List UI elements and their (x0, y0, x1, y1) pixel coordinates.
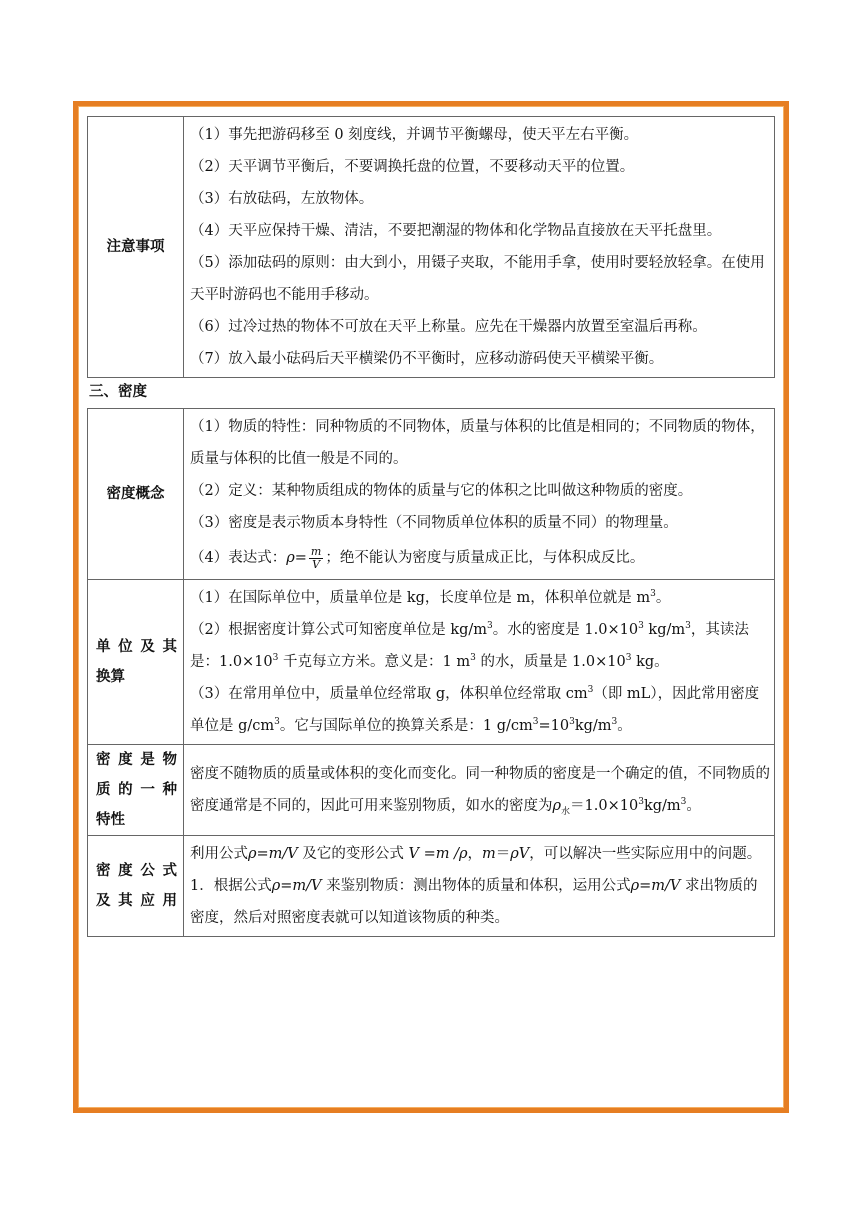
notes-label: 注意事项 (88, 117, 184, 378)
notes-item-4: （4）天平应保持干燥、清洁，不要把潮湿的物体和化学物品直接放在天平托盘里。 (190, 223, 722, 239)
orange-page-frame (73, 101, 789, 1113)
app-formula: V =m /ρ (408, 846, 468, 862)
units-label-line2: 换算 (96, 669, 125, 685)
units-text: 。 (655, 590, 671, 606)
units-text: =10 (538, 718, 570, 734)
fraction-denominator: V (312, 557, 321, 571)
property-label (88, 745, 184, 836)
section-title: 三、密度 (89, 384, 147, 400)
app-formula: ρ=m/V (630, 878, 681, 894)
units-text: 。它与国际单位的换算关系是：1 g/cm (279, 718, 533, 734)
property-row (88, 745, 775, 836)
app-text: 利用公式 (190, 846, 248, 862)
superscript: 3 (638, 621, 644, 631)
app-text: 及它的变形公式 (297, 846, 409, 862)
notes-content (184, 117, 775, 378)
app-formula: ρ=m/V (248, 846, 298, 862)
concept-item-2: （2）定义：某种物质组成的物体的质量与它的体积之比叫做这种物质的密度。 (190, 483, 693, 499)
property-label-line1: 密度是物 (96, 752, 177, 768)
units-text: 千克每立方米。意义是：1 m (278, 654, 471, 670)
app-text: ， (467, 846, 482, 862)
property-text-part: 。 (686, 798, 701, 814)
units-item-1 (190, 582, 770, 614)
property-text-part: ＝1.0×10 (570, 798, 639, 814)
application-row (88, 836, 775, 937)
units-text: 。 (617, 718, 632, 734)
app-formula: ρV (510, 846, 530, 862)
superscript: 3 (532, 717, 539, 727)
property-text-part: 密度不随物质的质量或体积的变化而变化。同一种物质的密度是一个确定的值，不同物质的密度通常是不同的，因此可用来鉴别物质，如水的密度为 (190, 766, 770, 814)
density-table (87, 408, 775, 937)
superscript: 3 (650, 589, 656, 599)
application-label (88, 836, 184, 937)
notes-item-3: （3）右放砝码，左放物体。 (190, 191, 374, 207)
app-formula: ρ=m/V (271, 878, 322, 894)
superscript: 3 (487, 621, 493, 631)
notes-item-7: （7）放入最小砝码后天平横梁仍不平衡时，应移动游码使天平横梁平衡。 (190, 351, 664, 367)
app-text: 1．根据公式 (190, 878, 272, 894)
concept-row (88, 409, 775, 580)
units-text: （2）根据密度计算公式可知密度单位是 kg/m (190, 622, 488, 638)
rho-symbol: ρ (552, 798, 562, 814)
subscript-water: 水 (561, 806, 571, 817)
units-text: （3）在常用单位中，质量单位经常取 g，体积单位经常取 cm (190, 686, 588, 702)
concept-item-3: （3）密度是表示物质本身特性（不同物质单位体积的质量不同）的物理量。 (190, 515, 678, 531)
app-text: 求出物质的密度，然后对照密度表就可以知道该物质的种类。 (190, 878, 758, 926)
units-row (88, 580, 775, 745)
units-text: 的水，质量是 1.0×10 (475, 654, 626, 670)
property-content (184, 745, 775, 836)
app-text: ＝ (495, 846, 511, 862)
app-formula: m (482, 846, 496, 862)
formula-lhs: ρ= (286, 550, 307, 566)
superscript: 3 (680, 797, 687, 807)
concept-content (184, 409, 775, 580)
units-text: kg/m (643, 622, 686, 638)
formula-suffix: ；绝不能认为密度与质量成正比，与体积成反比。 (325, 550, 645, 566)
fraction-numerator: m (310, 544, 322, 558)
content-area (87, 116, 775, 937)
property-text-part: kg/m (643, 798, 681, 814)
concept-formula-line (190, 539, 770, 577)
notes-item-6: （6）过冷过热的物体不可放在天平上称量。应先在干燥器内放置至室温后再称。 (190, 319, 707, 335)
units-label (88, 580, 184, 745)
units-text: （1）在国际单位中，质量单位是 kg，长度单位是 m，体积单位就是 m (190, 590, 651, 606)
property-label-line3: 特性 (96, 812, 125, 828)
superscript: 3 (274, 717, 280, 727)
notes-item-2: （2）天平调节平衡后，不要调换托盘的位置，不要移动天平的位置。 (190, 159, 635, 175)
units-item-3 (190, 678, 770, 742)
units-text: 。水的密度是 1.0×10 (492, 622, 639, 638)
density-fraction (309, 546, 323, 571)
notes-item-1: （1）事先把游码移至 0 刻度线，并调节平衡螺母，使天平左右平衡。 (190, 127, 639, 143)
formula-prefix: （4）表达式： (190, 550, 287, 566)
units-text: （即 mL），因此常用密度单位是 g/cm (190, 686, 760, 734)
units-text: kg/m (574, 718, 612, 734)
notes-item-5: （5）添加砝码的原则：由大到小，用镊子夹取，不能用手拿，使用时要轻放轻拿。在使用天平时游码也不能用手移动。 (190, 255, 765, 303)
units-label-line1: 单位及其 (96, 639, 177, 655)
application-label-line2: 及其应用 (96, 893, 177, 909)
superscript: 3 (587, 685, 594, 695)
superscript: 3 (569, 717, 575, 727)
concept-label: 密度概念 (88, 409, 184, 580)
application-content (184, 836, 775, 937)
superscript: 3 (470, 653, 476, 663)
application-item-1 (190, 838, 770, 870)
units-content (184, 580, 775, 745)
units-text: ，其读法是：1.0×10 (190, 622, 749, 670)
app-text: 来鉴别物质：测出物体的质量和体积，运用公式 (321, 878, 631, 894)
superscript: 3 (272, 653, 279, 663)
application-label-line1: 密度公式 (96, 863, 177, 879)
notes-row (88, 117, 775, 378)
concept-item-1: （1）物质的特性：同种物质的不同物体，质量与体积的比值是相同的；不同物质的物体，质量与体积的比值一般是不同的。 (190, 419, 765, 467)
notes-table (87, 116, 775, 378)
superscript: 3 (611, 717, 618, 727)
property-label-line2: 质的一种 (96, 782, 177, 798)
superscript: 3 (625, 653, 632, 663)
units-item-2 (190, 614, 770, 678)
property-text (190, 758, 770, 822)
application-item-2 (190, 870, 770, 934)
superscript: 3 (638, 797, 644, 807)
superscript: 3 (685, 621, 691, 631)
units-text: kg。 (631, 654, 669, 670)
app-text: ，可以解决一些实际应用中的问题。 (529, 846, 762, 862)
